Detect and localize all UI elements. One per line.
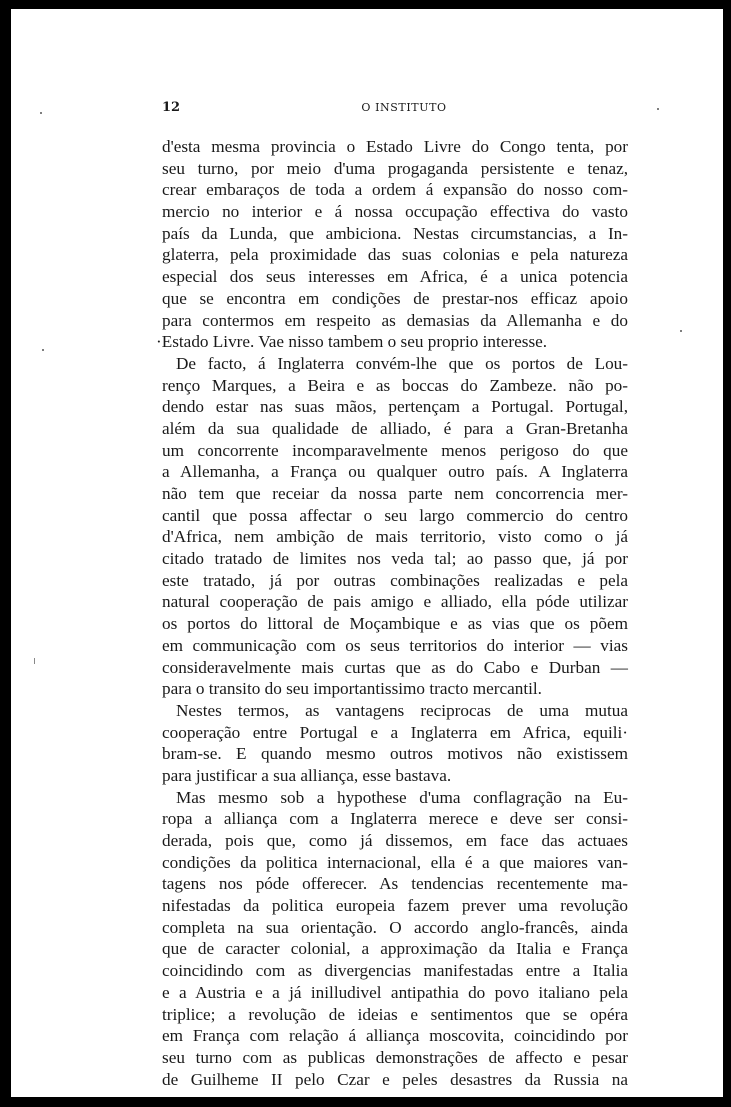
text-line: seu turno, por meio d'uma progaganda persistente e tenaz, <box>162 158 628 178</box>
text-line: além da sua qualidade de alliado, é para a Gran-Bretanha <box>162 418 628 438</box>
text-line: em França com relação á alliança moscovita, coincidindo por <box>162 1026 628 1046</box>
text-line: de Guilheme II pelo Czar e peles desastres da Russia na <box>162 1069 628 1089</box>
text-line: ·Estado Livre. Vae nisso tambem o seu proprio interesse. <box>156 332 548 352</box>
text-line: nifestadas da politica europeia fazem prever uma revolução <box>162 896 628 916</box>
text-line: para justificar a sua alliança, esse bastava. <box>162 765 452 785</box>
running-title: O INSTITUTO <box>361 101 447 114</box>
text-line: seu turno com as publicas demonstrações de affecto e pesar <box>162 1047 628 1067</box>
text-line: cooperação entre Portugal e a Inglaterra em Africa, equili· <box>162 722 628 742</box>
text-line: especial dos seus interesses em Africa, é a unica potencia <box>162 267 628 287</box>
text-line: completa na sua orientação. O accordo anglo-francês, ainda <box>162 917 628 937</box>
text-line: ropa a alliança com a Inglaterra merece e deve ser consi- <box>162 809 628 829</box>
page-number: 12 <box>162 100 181 115</box>
paragraph-start-line: De facto, á Inglaterra convém-lhe que os portos de Lou- <box>176 353 628 373</box>
text-line: mercio no interior e á nossa occupação effectiva do vasto <box>162 202 628 222</box>
text-line: um concorrente incomparavelmente menos perigoso do que <box>162 440 628 460</box>
text-line: citado tratado de limites nos veda tal; ao passo que, já por <box>162 549 628 569</box>
text-line: os portos do littoral de Moçambique e as vias que os põem <box>162 614 628 634</box>
text-line: crear embaraços de toda a ordem á expansão do nosso com- <box>162 180 628 200</box>
text-line: renço Marques, a Beira e as boccas do Zambeze. não po- <box>162 375 628 395</box>
text-line: condições da politica internacional, ella é a que maiores van- <box>162 852 628 872</box>
text-line: coincidindo com as divergencias manifestadas entre a Italia <box>162 961 628 981</box>
body-text <box>156 136 628 1090</box>
text-line: em communicação com os seus territorios do interior — vias <box>162 635 628 655</box>
paragraph-start-line: Mas mesmo sob a hypothese d'uma conflagração na Eu- <box>176 787 628 807</box>
text-line: dendo estar nas suas mãos, pertençam a Portugal. Portugal, <box>162 397 628 417</box>
text-line: não tem que receiar da nossa parte nem concorrencia mer- <box>162 484 628 503</box>
text-line: derada, pois que, como já dissemos, em face das actuaes <box>162 831 628 850</box>
text-line: que se encontra em condições de prestar-nos efficaz apoio <box>162 288 628 308</box>
paragraph-start-line: Nestes termos, as vantagens reciprocas de uma mutua <box>176 700 628 720</box>
text-line: país da Lunda, que ambiciona. Nestas circumstancias, a In- <box>162 223 628 243</box>
text-line: tagens nos póde offerecer. As tendencias recentemente ma- <box>162 874 628 894</box>
text-line: d'Africa, nem ambição de mais territorio, visto como o já <box>162 527 628 547</box>
text-line: consideravelmente mais curtas que as do Cabo e Durban — <box>162 657 628 677</box>
text-line: glaterra, pela proximidade das suas colonias e pela natureza <box>162 245 628 265</box>
text-line: triplice; a revolução de ideias e sentimentos que se opéra <box>162 1004 628 1024</box>
text-line: este tratado, já por outras combinações realizadas e pela <box>162 570 628 590</box>
text-line: bram-se. E quando mesmo outros motivos não existissem <box>162 744 628 764</box>
text-line: cantil que possa affectar o seu largo commercio do centro <box>162 505 628 525</box>
text-line: d'esta mesma provincia o Estado Livre do Congo tenta, por <box>162 137 628 156</box>
text-line: natural cooperação de pais amigo e alliado, ella póde utilizar <box>162 592 628 612</box>
text-line: para contermos em respeito as demasias da Allemanha e do <box>162 310 628 330</box>
page-header <box>162 100 628 120</box>
text-line: que de caracter colonial, a approximação da Italia e França <box>162 939 628 959</box>
text-line: para o transito do seu importantissimo tracto mercantil. <box>162 679 542 699</box>
text-line: e a Austria e a já inilludivel antipathia do povo italiano pela <box>162 982 628 1002</box>
text-line: a Allemanha, a França ou qualquer outro país. A Inglaterra <box>162 462 628 482</box>
